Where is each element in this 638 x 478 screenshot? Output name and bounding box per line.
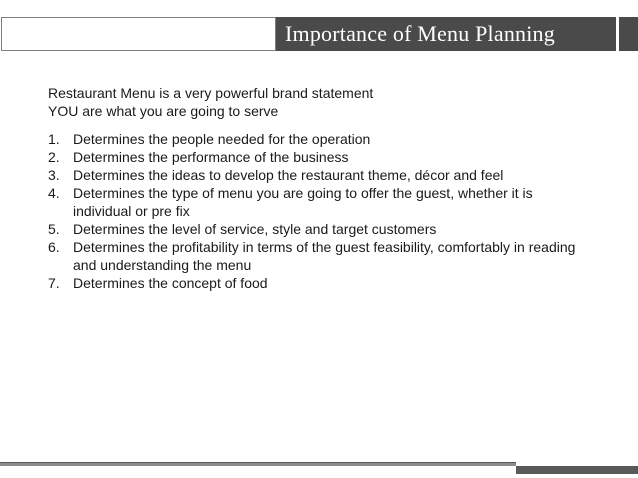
list-item [48,130,588,148]
intro-text [48,84,588,120]
list-item-text: Determines the people needed for the operation [73,131,371,147]
list-item-text: Determines the profitability in terms of the guest feasibility, comfortably in reading and understanding the menu [73,239,576,273]
list-item-text: Determines the ideas to develop the restaurant theme, décor and feel [73,167,504,183]
slide-title: Importance of Menu Planning [285,21,555,46]
list-item-text: Determines the type of menu you are going to offer the guest, whether it is individual or pre fix [73,185,533,219]
list-item [48,166,588,184]
list-item [48,148,588,166]
list-item [48,184,588,220]
list-item-number: 5. [48,221,60,237]
list-item-text: Determines the concept of food [73,275,268,291]
list-item [48,238,588,274]
footer-divider [0,462,516,466]
intro-line-2: YOU are what you are going to serve [48,103,279,119]
list-item-number: 4. [48,185,60,201]
intro-line-1: Restaurant Menu is a very powerful brand statement [48,85,374,101]
list-item-number: 2. [48,149,60,165]
list-item-number: 3. [48,167,60,183]
list-item-text: Determines the level of service, style and target customers [73,221,437,237]
list-item-number: 1. [48,131,60,147]
list-item [48,220,588,238]
list-item-text: Determines the performance of the business [73,149,349,165]
title-left-box [1,17,276,51]
title-bar [276,17,616,51]
list-item [48,274,588,292]
slide-content [48,84,588,292]
list-item-number: 7. [48,275,60,291]
list-item-number: 6. [48,239,60,255]
numbered-list [48,130,588,292]
footer-accent-block [516,466,638,474]
title-accent-block [616,17,638,51]
